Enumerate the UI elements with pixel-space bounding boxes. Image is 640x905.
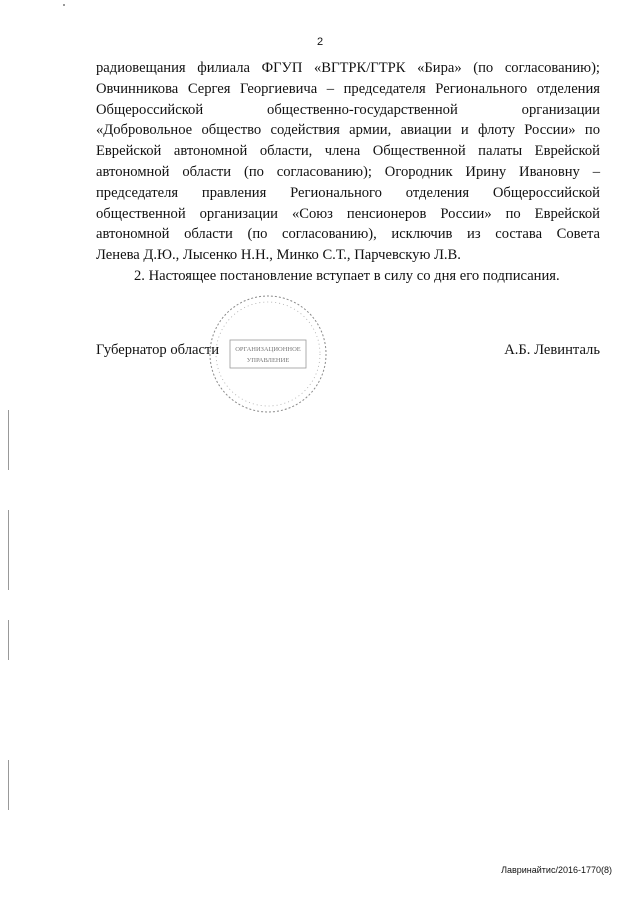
seal-stamp bbox=[206, 292, 330, 416]
body-line: Овчинникова Сергея Георгиевича – председателя Регионального отделения bbox=[96, 80, 600, 97]
body-line: Общероссийской общественно-государственной организации bbox=[96, 101, 600, 118]
body-line: радиовещания филиала ФГУП «ВГТРК/ГТРК «Бира» (по согласованию); bbox=[96, 60, 600, 76]
body-line: автономной области (по согласованию); Огородник Ирину Ивановну – bbox=[96, 163, 600, 180]
body-line: председателя правления Регионального отделения Общероссийской bbox=[96, 184, 600, 201]
signature-title: Губернатор области bbox=[96, 342, 220, 358]
body-line: автономной области (по согласованию), исключив из состава Совета bbox=[96, 226, 600, 243]
page-number: 2 bbox=[316, 36, 324, 48]
body-line: Ленева Д.Ю., Лысенко Н.Н., Минко С.Т., Парчевскую Л.В. bbox=[96, 247, 461, 264]
body-line: «Добровольное общество содействия армии, авиации и флоту России» по bbox=[96, 122, 600, 139]
seal-text-top: ОРГАНИЗАЦИОННОЕ bbox=[235, 346, 301, 353]
seal-text-bottom: УПРАВЛЕНИЕ bbox=[246, 357, 290, 364]
body-text bbox=[96, 58, 600, 287]
body-line: общественной организации «Союз пенсионеров России» по Еврейской bbox=[96, 205, 600, 222]
body-line-effective-clause: 2. Настоящее постановление вступает в силу со дня его подписания. bbox=[134, 267, 560, 284]
signature-name: А.Б. Левинталь bbox=[504, 342, 600, 358]
footer-code: Лавринайтис/2016-1770(8) bbox=[501, 865, 612, 875]
body-line: Еврейской автономной области, члена Общественной палаты Еврейской bbox=[96, 143, 600, 160]
